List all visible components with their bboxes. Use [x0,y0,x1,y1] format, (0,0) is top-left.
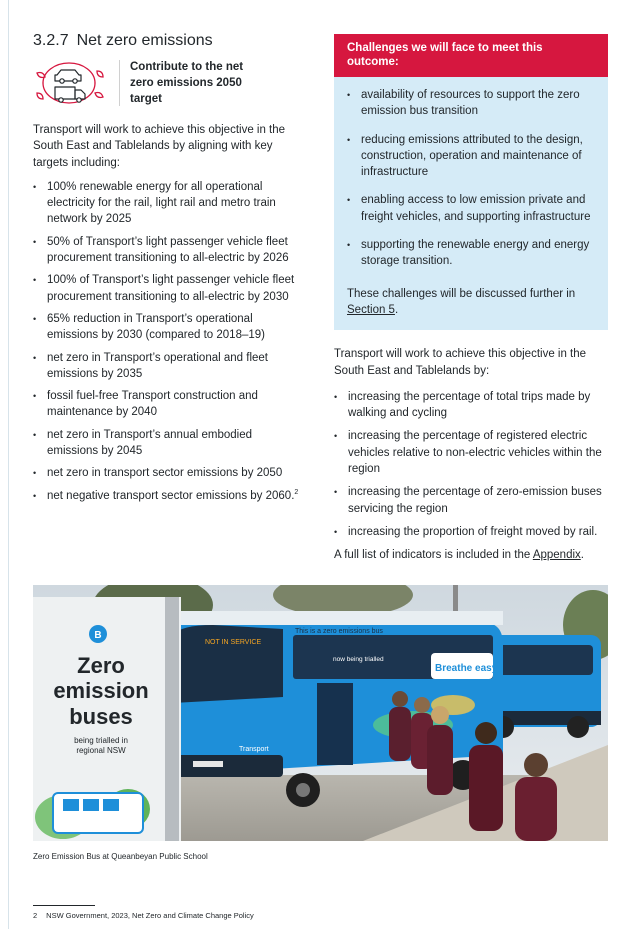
challenges-footer-end: . [394,303,399,316]
footnote-number: 2 [33,911,38,920]
challenges-footer-text: These challenges will be discussed further in [347,287,576,300]
footnote-reference[interactable]: 2 [294,488,299,496]
section-number: 3.2.7 [33,32,69,49]
page-edge-line [8,0,9,929]
list-item: • net zero in transport sector emissions by 2050 [33,465,305,481]
bus-brand: Transport [239,746,269,753]
full-list-note [334,547,608,563]
list-item: • availability of resources to support the zero emission bus transition [347,87,598,120]
bus-destination: NOT IN SERVICE [205,639,262,646]
list-item: • 50% of Transport’s light passenger vehicle fleet procurement transitioning to all-electric by 2026 [33,234,305,267]
section-heading [33,30,305,52]
list-item: • increasing the percentage of zero-emission buses servicing the region [334,484,608,517]
list-item: • supporting the renewable energy and energy storage transition. [347,237,598,270]
bus-top-sign: This is a zero emissions bus [295,628,383,635]
indicators-list [334,389,608,540]
challenges-panel [334,34,608,330]
targets-list [33,179,305,504]
full-list-end: . [580,549,584,562]
list-item-text: net negative transport sector emissions by 2060. [47,489,295,502]
banner-logo-letter: B [94,630,102,641]
list-item-with-footnote [33,488,305,504]
banner-line-2: emission [53,678,149,703]
right-column [334,34,608,564]
contribute-label: Contribute to the net zero emissions 2050 target [130,61,244,105]
zero-emission-bus-photo [33,585,608,841]
banner-line-1: Zero [77,653,125,678]
list-item: • reducing emissions attributed to the design, construction, operation and maintenance of infrastructure [347,132,598,181]
left-column [33,30,305,510]
challenges-heading: Challenges we will face to meet this outcome: [334,34,608,77]
footnote [33,911,254,920]
list-item: • 100% of Transport’s light passenger vehicle fleet procurement transitioning to all-electric by 2030 [33,272,305,305]
car-van-emissions-icon [33,59,105,107]
list-item: • net zero in Transport’s annual embodied emissions by 2045 [33,427,305,460]
right-intro-paragraph: Transport will work to achieve this objective in the South East and Tablelands by: [334,348,587,377]
banner-line-3: buses [69,704,133,729]
challenges-footer [334,282,608,331]
banner-sub-2: regional NSW [76,746,126,755]
left-intro-paragraph: Transport will work to achieve this objective in the South East and Tablelands by aligning with key targets including: [33,124,286,169]
list-item: • 65% reduction in Transport’s operational emissions by 2030 (compared to 2018–19) [33,311,305,344]
divider [119,60,120,106]
banner-sub-1: being trialled in [74,736,128,745]
list-item: • enabling access to low emission private and freight vehicles, and supporting infrastructure [347,192,598,225]
list-item: • 100% renewable energy for all operational electricity for the rail, light rail and metro train network by 2025 [33,179,305,228]
section-5-link[interactable]: Section 5 [347,303,395,316]
list-item: • increasing the proportion of freight moved by rail. [334,524,608,540]
bus-slogan: Breathe easy [435,663,498,674]
footnote-text: NSW Government, 2023, Net Zero and Climate Change Policy [46,911,254,920]
challenges-list [334,77,608,270]
list-item: • increasing the percentage of total trips made by walking and cycling [334,389,608,422]
appendix-link[interactable]: Appendix [532,549,581,562]
list-item: • net zero in Transport’s operational and fleet emissions by 2035 [33,350,305,383]
photo-caption: Zero Emission Bus at Queanbeyan Public School [33,852,208,861]
section-title: Net zero emissions [76,32,213,49]
full-list-text: A full list of indicators is included in the [334,549,533,562]
list-item: • increasing the percentage of registered electric vehicles relative to non-electric vehicles within the region [334,428,608,477]
list-item: • fossil fuel-free Transport construction and maintenance by 2040 [33,388,305,421]
footnote-divider [33,905,95,906]
contribute-block [33,58,305,108]
bus-trial-text: now being trialled [333,656,384,663]
